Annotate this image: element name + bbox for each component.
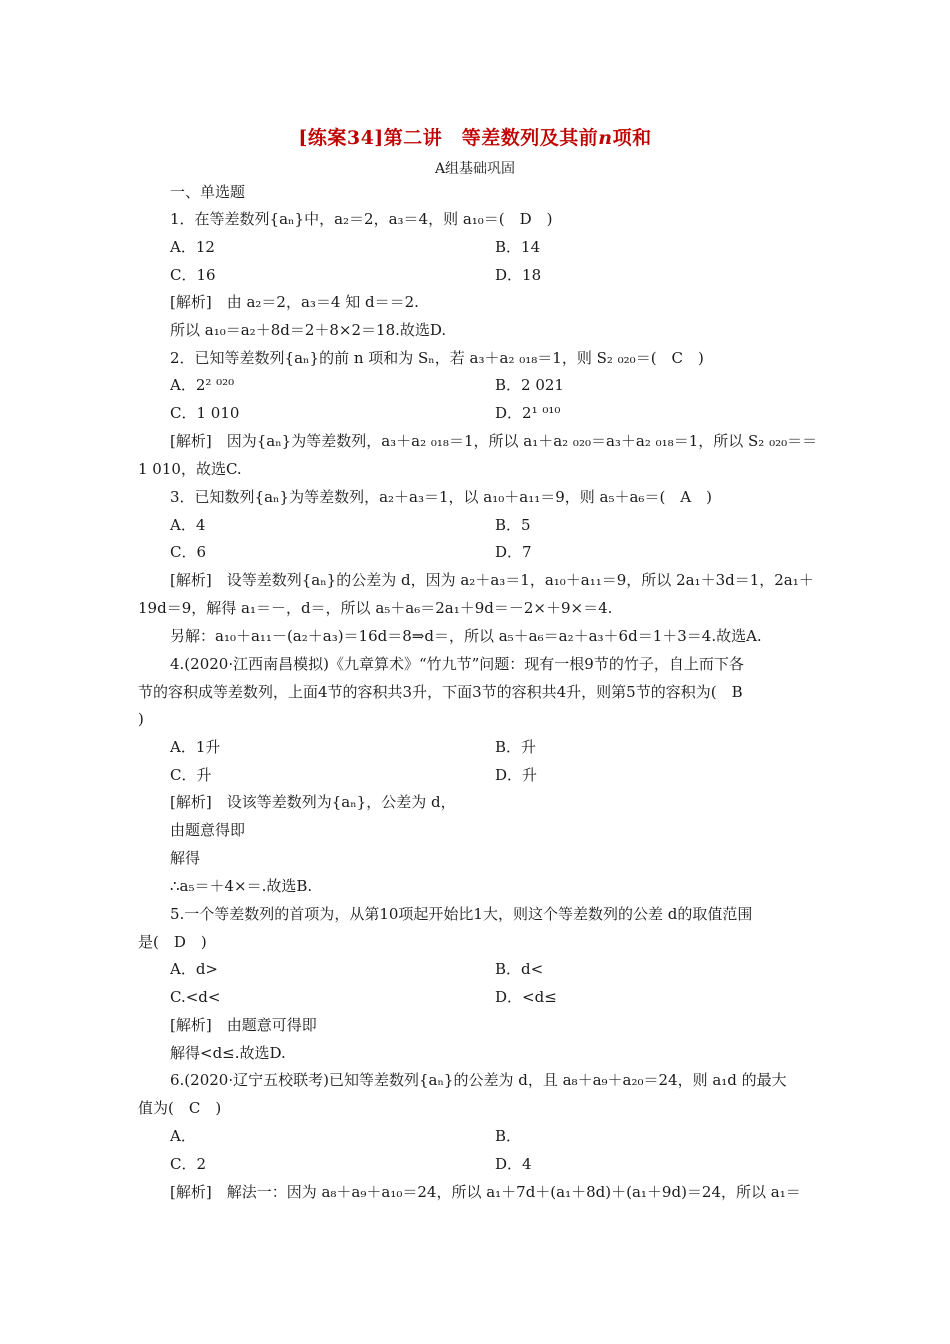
q3-solution-line: 19d＝9，解得 a₁＝－，d＝，所以 a₅＋a₆＝2a₁＋9d＝－2×＋9×＝4.: [138, 599, 613, 617]
q4-solution-line: [解析] 设该等差数列为{aₙ}，公差为 d，: [170, 793, 456, 811]
q5-option-c: C.<d<: [170, 988, 221, 1006]
question-3: 3．已知数列{aₙ}为等差数列，a₂＋a₃＝1，以 a₁₀＋a₁₁＝9，则 a₅＋a₆＝( A ): [170, 488, 712, 506]
question-2: 2．已知等差数列{aₙ}的前 n 项和为 Sₙ，若 a₃＋a₂ ₀₁₈＝1，则 S₂ ₀₂₀＝( C ): [170, 349, 704, 367]
q5-option-a: A．d>: [170, 960, 219, 978]
q1-solution-line: [解析] 由 a₂＝2，a₃＝4 知 d＝＝2.: [170, 293, 419, 311]
q6-option-b: B．: [495, 1127, 522, 1145]
question-4-cont: ): [138, 710, 144, 728]
group-subtitle: A组基础巩固: [434, 161, 516, 177]
q2-solution-line: [解析] 因为{aₙ}为等差数列，a₃＋a₂ ₀₁₈＝1，所以 a₁＋a₂ ₀₂₀＝a₃＋a₂ ₀₁₈＝1，所以 S₂ ₀₂₀＝＝: [170, 432, 818, 450]
q5-option-b: B．d<: [495, 960, 544, 978]
q2-option-c: C．1 010: [170, 404, 240, 422]
title-suffix: 项和: [612, 127, 652, 149]
q1-solution-line: 所以 a₁₀＝a₂＋8d＝2＋8×2＝18.故选D.: [170, 321, 447, 339]
q3-solution-line: [解析] 设等差数列{aₙ}的公差为 d，因为 a₂＋a₃＝1，a₁₀＋a₁₁＝9，所以 2a₁＋3d＝1，2a₁＋: [170, 571, 814, 589]
q4-option-b: B．升: [495, 738, 537, 756]
q3-option-c: C．6: [170, 543, 207, 561]
question-4: 4.(2020·江西南昌模拟)《九章算术》“竹九节”问题：现有一根9节的竹子，自上而下各: [170, 655, 744, 673]
q5-solution-line: [解析] 由题意可得即: [170, 1016, 317, 1034]
q2-solution-line: 1 010，故选C.: [138, 460, 242, 478]
q4-option-a: A．1升: [170, 738, 221, 756]
q6-option-c: C．2: [170, 1155, 207, 1173]
q2-option-b: B．2 021: [495, 376, 564, 394]
q1-option-c: C．16: [170, 266, 216, 284]
section-heading: 一、单选题: [170, 183, 246, 201]
q3-solution-line: 另解：a₁₀＋a₁₁－(a₂＋a₃)＝16d＝8⇒d＝，所以 a₅＋a₆＝a₂＋a₃＋6d＝1＋3＝4.故选A.: [170, 627, 762, 645]
question-1: 1．在等差数列{aₙ}中，a₂＝2，a₃＝4，则 a₁₀＝( D ): [170, 210, 553, 228]
q5-solution-line: 解得<d≤.故选D.: [170, 1044, 286, 1062]
title-text: [练案34]第二讲 等差数列及其前: [298, 127, 599, 149]
q6-option-a: A．: [170, 1127, 196, 1145]
q3-option-d: D．7: [495, 543, 532, 561]
q5-option-d: D．<d≤: [495, 988, 557, 1006]
q6-solution-line: [解析] 解法一：因为 a₈＋a₉＋a₁₀＝24，所以 a₁＋7d＋(a₁＋8d)＋(a₁＋9d)＝24，所以 a₁＝: [170, 1183, 801, 1201]
question-6: 6.(2020·辽宁五校联考)已知等差数列{aₙ}的公差为 d，且 a₈＋a₉＋a₂₀＝24，则 a₁d 的最大: [170, 1071, 787, 1089]
question-5: 5.一个等差数列的首项为，从第10项起开始比1大，则这个等差数列的公差 d的取值范围: [170, 905, 753, 923]
title-variable: n: [598, 127, 613, 149]
q3-option-a: A．4: [170, 516, 206, 534]
question-6-cont: 值为( C ): [138, 1099, 222, 1117]
q2-option-d: D．2¹ ⁰¹⁰: [495, 404, 561, 422]
q2-option-a: A．2² ⁰²⁰: [170, 376, 235, 394]
q4-option-c: C．升: [170, 766, 212, 784]
q4-solution-line: 由题意得即: [170, 821, 246, 839]
page-title: [0, 123, 950, 150]
question-5-cont: 是( D ): [138, 933, 207, 951]
q1-option-a: A．12: [170, 238, 215, 256]
q4-solution-line: ∴a₅＝＋4×＝.故选B.: [170, 877, 313, 895]
q4-option-d: D．升: [495, 766, 538, 784]
question-4-cont: 节的容积成等差数列，上面4节的容积共3升，下面3节的容积共4升，则第5节的容积为( B: [138, 683, 743, 701]
q1-option-d: D．18: [495, 266, 542, 284]
q6-option-d: D．4: [495, 1155, 532, 1173]
q1-option-b: B．14: [495, 238, 541, 256]
q4-solution-line: 解得: [170, 849, 201, 867]
q3-option-b: B．5: [495, 516, 531, 534]
